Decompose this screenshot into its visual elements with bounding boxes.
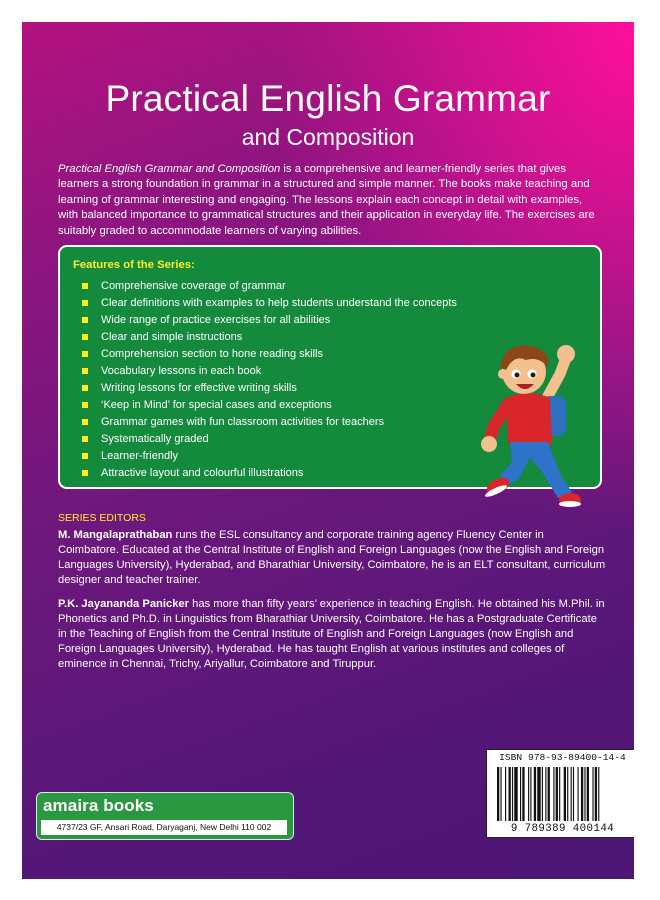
feature-item: Wide range of practice exercises for all abilities <box>82 312 457 329</box>
barcode-digits: 9 789389 400144 <box>510 823 615 835</box>
series-editors-heading: SERIES EDITORS <box>58 512 146 524</box>
barcode-bar <box>514 767 517 821</box>
square-bullet-icon <box>82 385 88 391</box>
barcode-bar <box>584 767 585 821</box>
barcode-bar <box>567 767 568 821</box>
square-bullet-icon <box>82 402 88 408</box>
publisher-name: amaira books <box>43 796 154 815</box>
intro-paragraph <box>58 162 604 239</box>
barcode-bar <box>530 767 531 821</box>
barcode-bar <box>578 767 579 821</box>
barcode-bar <box>534 767 536 821</box>
square-bullet-icon <box>82 453 88 459</box>
square-bullet-icon <box>82 334 88 340</box>
feature-item: Comprehensive coverage of grammar <box>82 278 457 295</box>
editor-bio-text: runs the ESL consultancy and corporate training agency Fluency Center in Coimbatore. Educated at the Central Institute of English and Foreign Languages (now the English and Foreign Languages University), Hyderabad, and Bharathiar University, Coimbatore, he is an ELT consultant, curriculum designer and teacher trainer. <box>58 529 606 586</box>
editor-name: P.K. Jayananda Panicker <box>58 598 190 610</box>
square-bullet-icon <box>82 283 88 289</box>
barcode-bar <box>598 767 599 821</box>
feature-item: ‘Keep in Mind’ for special cases and exceptions <box>82 397 457 414</box>
barcode-bar <box>542 767 543 821</box>
barcode-bar <box>500 767 501 821</box>
publisher-logo <box>36 792 294 840</box>
book-subtitle: and Composition <box>241 124 415 150</box>
barcode-bar <box>556 767 558 821</box>
feature-item: Systematically graded <box>82 431 457 448</box>
barcode-bar <box>548 767 550 821</box>
feature-item: Writing lessons for effective writing skills <box>82 380 457 397</box>
barcode-bar <box>571 767 572 821</box>
square-bullet-icon <box>82 419 88 425</box>
square-bullet-icon <box>82 436 88 442</box>
barcode-bar <box>595 767 597 821</box>
editor-bio-text: has more than fifty years’ experience in teaching English. He obtained his M.Phil. in Phonetics and Ph.D. in Linguistics from Bharathiar University, Coimbatore. He has a Postgraduate Certificate in the Teaching of English from the Central Institute of English and Foreign Languages (now English and Foreign Languages University), Hyderabad. He has taught English at various institutes and colleges of eminence in Chennai, Trichy, Ariyallur, Coimbatore and Tiruppur. <box>58 598 605 670</box>
cartoon-boy-illustration <box>460 334 610 514</box>
back-cover <box>22 22 634 879</box>
book-title: Practical English Grammar <box>105 78 551 119</box>
isbn-barcode <box>486 749 634 838</box>
barcode-bar <box>559 767 560 821</box>
features-list <box>82 278 457 482</box>
barcode-bar <box>573 767 574 821</box>
editor-bio-1 <box>58 528 606 588</box>
feature-item: Attractive layout and colourful illustrations <box>82 465 457 482</box>
barcode-bar <box>553 767 554 821</box>
feature-item: Learner-friendly <box>82 448 457 465</box>
barcode-bar <box>545 767 546 821</box>
feature-item: Vocabulary lessons in each book <box>82 363 457 380</box>
publisher-address: 4737/23 GF, Ansari Road, Daryaganj, New Delhi 110 002 <box>41 820 287 835</box>
feature-item: Comprehension section to hone reading skills <box>82 346 457 363</box>
square-bullet-icon <box>82 470 88 476</box>
intro-text: is a comprehensive and learner-friendly series that gives learners a strong foundation in grammar in a structured and simple manner. The books make teaching and learning of grammar interesting and engaging. The lessons explain each concept in detail with examples, with balanced importance to grammatical structures and their application in everyday life. The exercises are suitably graded to accommodate learners of varying abilities. <box>58 163 595 237</box>
square-bullet-icon <box>82 300 88 306</box>
editor-name: M. Mangalaprathaban <box>58 529 173 541</box>
barcode-bars <box>497 767 630 821</box>
feature-item: Clear and simple instructions <box>82 329 457 346</box>
barcode-bar <box>564 767 566 821</box>
barcode-bar <box>512 767 513 821</box>
barcode-bar <box>509 767 511 821</box>
barcode-bar <box>537 767 540 821</box>
barcode-bar <box>592 767 593 821</box>
feature-item: Grammar games with fun classroom activities for teachers <box>82 414 457 431</box>
isbn-text: ISBN 978-93-89400-14-4 <box>499 752 626 763</box>
square-bullet-icon <box>82 317 88 323</box>
editor-bio-2 <box>58 597 606 672</box>
barcode-bar <box>587 767 589 821</box>
features-heading: Features of the Series: <box>73 259 195 271</box>
barcode-bar <box>522 767 524 821</box>
square-bullet-icon <box>82 368 88 374</box>
barcode-bar <box>520 767 521 821</box>
intro-series-name: Practical English Grammar and Composition <box>58 163 281 175</box>
barcode-bar <box>505 767 506 821</box>
barcode-bar <box>497 767 499 821</box>
feature-item: Clear definitions with examples to help students understand the concepts <box>82 295 457 312</box>
square-bullet-icon <box>82 351 88 357</box>
barcode-bar <box>528 767 529 821</box>
barcode-bar <box>581 767 583 821</box>
